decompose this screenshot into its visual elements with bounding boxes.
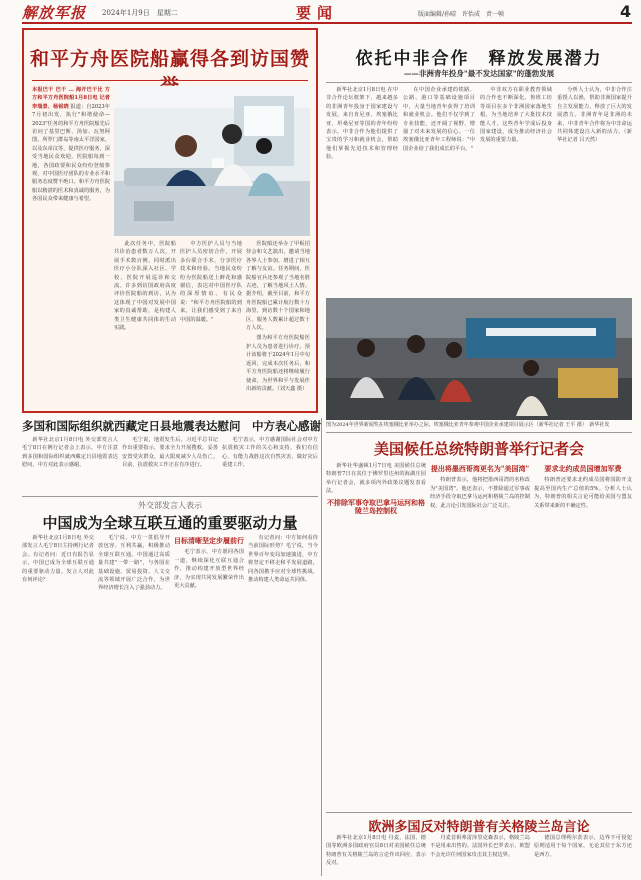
africa-body-1: 新华社北京1月8日电 在中非合作论坛框架下，越来越多的非洲青年投身于国家建设与发展。来自肯尼亚、埃塞俄比亚、坦桑尼亚等国的青年纷纷表示，中非合作为他们提供了宝贵的学习和就业机会，帮助他们掌握先进技术和管理经验。: [326, 87, 398, 161]
feature-author: 记者李瑞景、杨铭晓: [32, 95, 110, 110]
africa-title-rule: [326, 82, 632, 83]
greenland-column-1: [326, 834, 426, 876]
connectivity-body-3: 毛宁表示，中方愿同各国一道，继续深化互联互通合作，推动构建开放型世界经济，为实现共同发展繁荣作出更大贡献。: [174, 549, 244, 590]
africa-column-2: [403, 86, 475, 296]
feature-article-column-4: [246, 240, 310, 406]
newspaper-logo: 解放军报: [22, 4, 87, 22]
connectivity-column-4: [248, 534, 318, 874]
feature-dateline: 本报巴干 巴干 ... 海开巴干比 方方和平方舟医院船1月8日电: [32, 87, 110, 102]
section-title: 要闻: [296, 4, 339, 22]
feature-body-3: 中方医护人员与当地医护人员密切合作，开展多台联合手术，分享医疗技术和经验。当地民众纷纷为医院船送上鲜花和感谢信，表达对中国医疗队的深厚情谊。有民众说："和平方舟医院船的到来，让我们感受到了来自中国的温暖。": [180, 241, 242, 323]
africa-photo-illustration: [326, 298, 632, 420]
tibet-article-title: 多国和国际组织就西藏定日县地震表达慰问 中方表心感谢: [22, 419, 321, 433]
masthead-rule: [22, 22, 632, 24]
africa-column-3: [480, 86, 552, 296]
feature-article-column-2: [114, 240, 176, 406]
greenland-column-2: [430, 834, 530, 876]
feature-body-2: 此次任务中，医院船共诊治患者数万人次，开展手术数百例，同时派出医疗小分队深入社区、学校、医院开展巡诊和交流。许多到访国政府高度评价医院船的到访，认为这体现了中国对发展中国家的真诚帮助，是构建人类卫生健康共同体的生动实践。: [114, 241, 176, 332]
editor-credits: 版面编辑/孙晴 许怡成 责一帧: [418, 11, 505, 18]
greenland-body-2: 丹麦首相弗雷泽里克森表示，格陵兰岛不是用来出售的。法国外长巴罗表示，欧盟不会允许任何国家攻击其主权边界。: [430, 835, 530, 858]
trump-body-2: 特朗普表示，他将把墨西哥湾的名称改为"美国湾"。他还表示，不排除通过军事或经济手段夺取巴拿马运河和格陵兰岛的控制权，此言论引发国际社会广泛关注。: [430, 477, 530, 509]
tibet-column-1: [22, 436, 118, 494]
column-divider: [321, 418, 322, 876]
trump-column-2: [430, 462, 530, 808]
africa-column-1: [326, 86, 398, 296]
page-number: 4: [620, 2, 632, 21]
mfa-kicker: 外交部发言人表示: [138, 501, 202, 510]
trump-subhead-2: 不排除军事夺取巴拿马运河和格陵兰岛控制权: [327, 497, 425, 516]
trump-article-title: 美国候任总统特朗普举行记者会: [373, 440, 584, 458]
tibet-body-2: 毛宁说，地震发生后，习近平总书记作出重要指示，要求全力开展搜救，妥善安置受灾群众，最大限度减少人员伤亡。目前，抗震救灾工作正在有序进行。: [122, 437, 218, 469]
africa-column-4: [557, 86, 632, 296]
trump-column-1: [326, 462, 426, 808]
greenland-column-3: [534, 834, 632, 876]
trump-subhead-1: 提出将墨西哥湾更名为"美国湾": [430, 464, 530, 473]
issue-date: 2024年1月9日 星期二: [102, 9, 178, 17]
feature-body-4: 医院船还举办了甲板招待会和文艺演出，邀请当地各界人士参加，增进了相互了解与友谊。任务期间，医院船官兵还参观了当地名胜古迹，了解当地风土人情。据介绍，截至目前，和平方舟医院船已累计航行数十万海里，到访数十个国家和地区，服务人数累计超过数十万人次。: [246, 241, 310, 332]
africa-body-4: 分析人士认为，中非合作注重授人以渔，帮助非洲国家提升自主发展能力，释放了巨大的发展潜力。非洲青年是非洲的未来，中非青年合作将为中非命运共同体建设注入新的活力。（新华社记者 吕天然）: [557, 87, 632, 144]
africa-photo: [326, 298, 632, 420]
feature-article-title: 和平方舟医院船赢得各到访国赞: [29, 48, 310, 70]
masthead: [0, 0, 641, 22]
africa-photo-caption: 图为2024年世界新闻奖在埃塞俄比亚举办之际，埃塞俄比亚青年参观中国企业承建项目展示区（新华社记者 王平 摄） 新华社发: [326, 422, 610, 428]
feature-title-rule: [32, 80, 308, 81]
tibet-body-3: 毛宁表示，中方感谢国际社会对中方抗震救灾工作的关心和支持，我们有信心、有能力战胜这次自然灾害，做好灾后重建工作。: [222, 437, 318, 469]
feature-body-5: 图为和平方舟医院船医护人员为患者进行诊疗。预计该船将于2024年1月中旬返回，完成本次任务后，和平方舟医院船还将继续履行使命，为世界和平与发展作出新的贡献。（刘天鑫 摄）: [246, 335, 310, 392]
tibet-body-1: 新华社北京1月8日电 外交部发言人毛宁8日在例行记者会上表示，中方注意到多国和国际组织就西藏定日县地震表达慰问，中方对此表示感谢。: [22, 437, 118, 469]
section-rule-1: [22, 496, 318, 497]
tibet-column-2: [122, 436, 218, 494]
greenland-body-1: 新华社北京1月8日电 丹麦、法国、德国等欧洲多国政府官员8日对美国候任总统特朗普有关格陵兰岛的言论作出回应，表示反对。: [326, 835, 426, 867]
africa-body-2: 在中国企业承建的铁路、公路、港口等基础设施项目中，大量当地青年获得了培训和就业机会。他们不仅学到了专业技能，还开阔了视野，增强了对未来发展的信心。一位埃塞俄比亚青年工程师说："中国企业给了我们成长的平台。": [403, 87, 475, 152]
connectivity-column-1: [22, 534, 94, 874]
connectivity-body-1: 新华社北京1月8日电 外交部发言人毛宁8日主持例行记者会。有记者问：近日有报告显示，中国已成为全球互联互通的重要驱动力量。发言人对此有何评论？: [22, 535, 94, 584]
africa-article-title: 依托中非合作 释放发展潜力: [355, 49, 603, 69]
trump-subhead-3: 要求北约成员国增加军费: [544, 464, 622, 473]
section-rule-2: [326, 432, 632, 433]
tibet-column-3: [222, 436, 318, 494]
greenland-body-3: 德国总理朔尔茨表示，边界不可侵犯原则适用于每个国家，无论其位于东方还是西方。: [534, 835, 632, 858]
connectivity-subhead: 目标清晰坚定步履前行: [174, 536, 244, 545]
connectivity-body-4: 有记者问：中方如何看待当前国际形势？毛宁说，当今世界百年变局加速演进，中方将坚定不移走和平发展道路，同各国携手应对全球性挑战，推动构建人类命运共同体。: [248, 535, 318, 584]
feature-body-1: 报道：自2023年7月初出发，执行"和谐使命—2023"任务的和平方舟医院船先后访问了基里巴斯、汤加、瓦努阿图、所罗门群岛等南太平洋国家，以及东帝汶等，提供医疗服务，深受当地民众欢迎。医院船每到一地，各国政要和民众纷纷登船参观，对中国医疗团队的专业水平和服务态度赞不绝口。和平方舟医院船以精湛的医术和真诚的服务，为各国民众带来健康与希望。: [32, 103, 110, 203]
connectivity-body-2: 毛宁说，中方一贯倡导开放包容、互利共赢，积极推动全球互联互通。中国通过高质量共建"一带一路"，与各国在基础设施、贸易投资、人文交流等领域开展广泛合作，为世界经济增长注入了强劲动力。: [98, 535, 170, 592]
feature-photo: [114, 86, 310, 236]
connectivity-column-2: [98, 534, 170, 874]
feature-article-column-3: [180, 240, 242, 406]
africa-body-3: 中非双方在职业教育领域的合作也不断深化。鲁班工坊等项目在多个非洲国家落地生根，为当地培养了大批技术技能人才。这些青年学成后投身国家建设，成为推动经济社会发展的重要力量。: [480, 87, 552, 144]
feature-photo-illustration: [114, 86, 310, 236]
greenland-article-title: 欧洲多国反对特朗普有关格陵兰岛言论: [368, 820, 590, 835]
africa-article-subtitle: ——非洲青年投身"最不发达国家"的蓬勃发展: [403, 69, 555, 78]
trump-body-1: 新华社华盛顿1月7日电 美国候任总统特朗普7日在其位于佛罗里达州的海湖庄园举行记者会，就多项内外政策议题发表看法。: [326, 463, 426, 495]
trump-body-3: 特朗普还要求北约成员国将国防开支提高至国内生产总值的5%。分析人士认为，特朗普的相关言论可能给美国与盟友关系带来新的不确定性。: [534, 477, 632, 509]
connectivity-column-3: [174, 534, 244, 874]
feature-article-column-1: [32, 86, 110, 404]
connectivity-article-title: 中国成为全球互联互通的重要驱动力量: [42, 514, 298, 532]
section-rule-3: [326, 812, 632, 813]
trump-column-3: [534, 462, 632, 808]
